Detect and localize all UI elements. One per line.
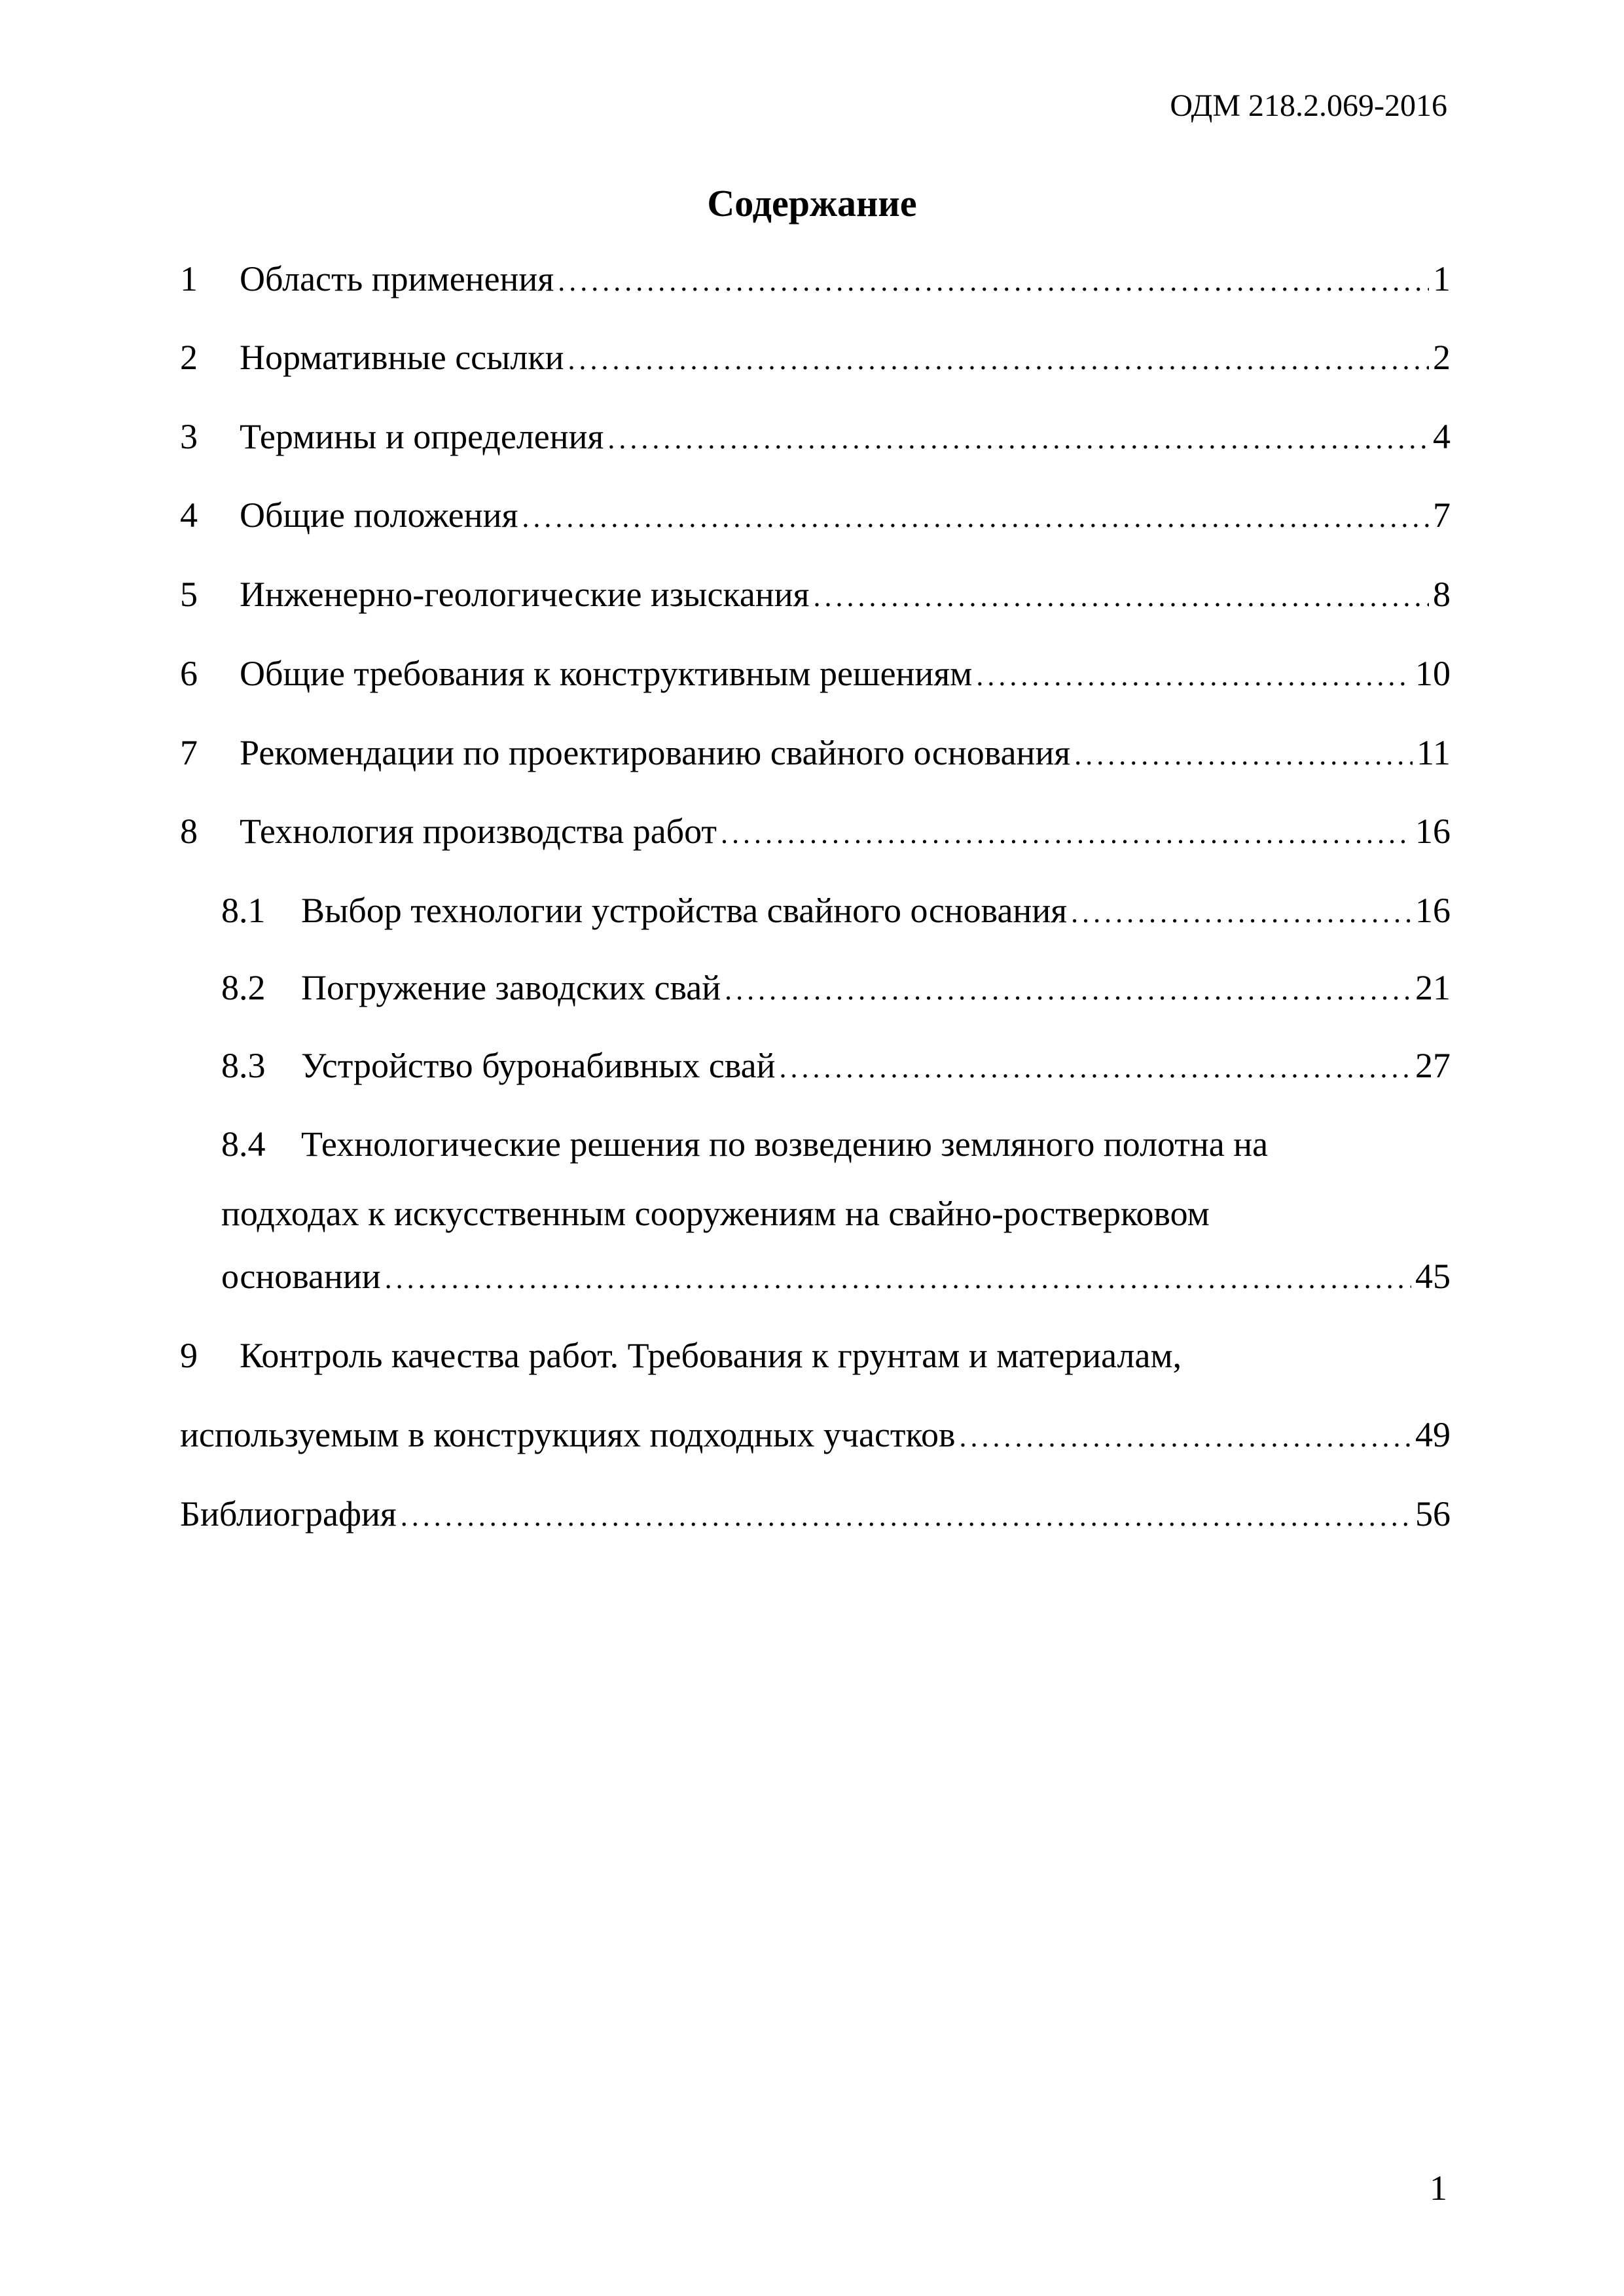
dot-leader — [1071, 896, 1411, 929]
dot-leader — [401, 1499, 1411, 1533]
toc-entry-title: Инженерно-геологические изыскания — [240, 575, 810, 614]
toc-entry-page: 21 — [1415, 968, 1451, 1007]
toc-entry-page: 2 — [1433, 338, 1451, 377]
toc-entry-title: Термины и определения — [240, 417, 604, 456]
toc-entry-7[interactable] — [180, 732, 1451, 778]
toc-entry-number: 5 — [180, 575, 198, 614]
dot-leader — [721, 817, 1411, 850]
page-title: Содержание — [707, 182, 917, 224]
toc-entry-title-continued: подходах к искусственным сооружениям на свайно-ростверковом — [221, 1194, 1210, 1233]
toc-entry-8-1[interactable] — [221, 890, 1451, 936]
toc-entry-title: Общие требования к конструктивным решениям — [240, 654, 973, 693]
toc-entry-2[interactable] — [180, 337, 1451, 383]
toc-entry-bibliography[interactable] — [180, 1494, 1451, 1539]
dot-leader — [558, 264, 1429, 298]
toc-entry-page: 49 — [1415, 1415, 1451, 1454]
toc-entry-8-3[interactable] — [221, 1045, 1451, 1091]
toc-entry-4[interactable] — [180, 495, 1451, 541]
toc-entry-8[interactable] — [180, 811, 1451, 857]
toc-entry-line — [221, 1256, 1451, 1302]
toc-entry-title: Выбор технологии устройства свайного основания — [301, 891, 1068, 930]
toc-entry-title: Область применения — [240, 259, 554, 298]
dot-leader — [607, 422, 1429, 456]
toc-entry-title: Устройство буронабивных свай — [301, 1046, 776, 1085]
toc-entry-number: 1 — [180, 259, 198, 298]
toc-entry-title: Контроль качества работ. Требования к грунтам и материалам, — [240, 1336, 1182, 1375]
dot-leader — [522, 501, 1429, 534]
toc-entry-page: 11 — [1416, 733, 1451, 772]
dot-leader — [780, 1051, 1411, 1085]
document-code: ОДМ 218.2.069-2016 — [1170, 88, 1447, 123]
toc-entry-title: Технология производства работ — [240, 812, 717, 851]
toc-entry-title: Рекомендации по проектированию свайного основания — [240, 733, 1071, 772]
toc-entry-page: 7 — [1433, 495, 1451, 535]
dot-leader — [976, 659, 1411, 692]
toc-entry-title-continued: основании — [221, 1257, 381, 1296]
dot-leader — [1074, 738, 1413, 772]
toc-entry-page: 4 — [1433, 417, 1451, 456]
toc-entry-number: 8 — [180, 812, 198, 851]
toc-entry-number: 8.4 — [221, 1124, 266, 1164]
toc-entry-number: 9 — [180, 1336, 198, 1375]
toc-entry-title: Общие положения — [240, 495, 518, 535]
toc-entry-number: 7 — [180, 733, 198, 772]
toc-entry-page: 8 — [1433, 575, 1451, 614]
toc-entry-6[interactable] — [180, 653, 1451, 699]
toc-entry-title: Погружение заводских свай — [301, 968, 721, 1007]
toc-entry-page: 16 — [1415, 891, 1451, 930]
dot-leader — [960, 1420, 1411, 1454]
dot-leader — [385, 1262, 1411, 1295]
toc-entry-page: 27 — [1415, 1046, 1451, 1085]
toc-entry-title: Библиография — [180, 1494, 397, 1534]
toc-entry-page: 16 — [1415, 812, 1451, 851]
page-number: 1 — [1430, 2168, 1447, 2208]
dot-leader — [813, 580, 1429, 613]
toc-entry-8-2[interactable] — [221, 967, 1451, 1013]
toc-entry-line — [180, 1414, 1451, 1460]
toc-entry-number: 3 — [180, 417, 198, 456]
toc-entry-title: Технологические решения по возведению земляного полотна на — [301, 1124, 1269, 1164]
toc-entry-title: Нормативные ссылки — [240, 338, 564, 377]
toc-entry-title-continued: используемым в конструкциях подходных участков — [180, 1415, 956, 1454]
toc-entry-page: 45 — [1415, 1257, 1451, 1296]
toc-entry-page: 56 — [1415, 1494, 1451, 1534]
toc-entry-number: 2 — [180, 338, 198, 377]
toc-entry-number: 6 — [180, 654, 198, 693]
dot-leader — [568, 343, 1430, 376]
toc-entry-page: 1 — [1433, 259, 1451, 298]
toc-entry-line — [180, 1335, 1451, 1381]
toc-entry-5[interactable] — [180, 574, 1451, 620]
toc-entry-3[interactable] — [180, 416, 1451, 462]
toc-entry-number: 8.3 — [221, 1046, 266, 1085]
toc-entry-number: 4 — [180, 495, 198, 535]
toc-entry-page: 10 — [1415, 654, 1451, 693]
toc-entry-number: 8.2 — [221, 968, 266, 1007]
dot-leader — [725, 973, 1411, 1007]
toc-entry-number: 8.1 — [221, 891, 266, 930]
toc-entry-1[interactable] — [180, 259, 1451, 304]
toc-entry-line — [221, 1124, 1451, 1170]
